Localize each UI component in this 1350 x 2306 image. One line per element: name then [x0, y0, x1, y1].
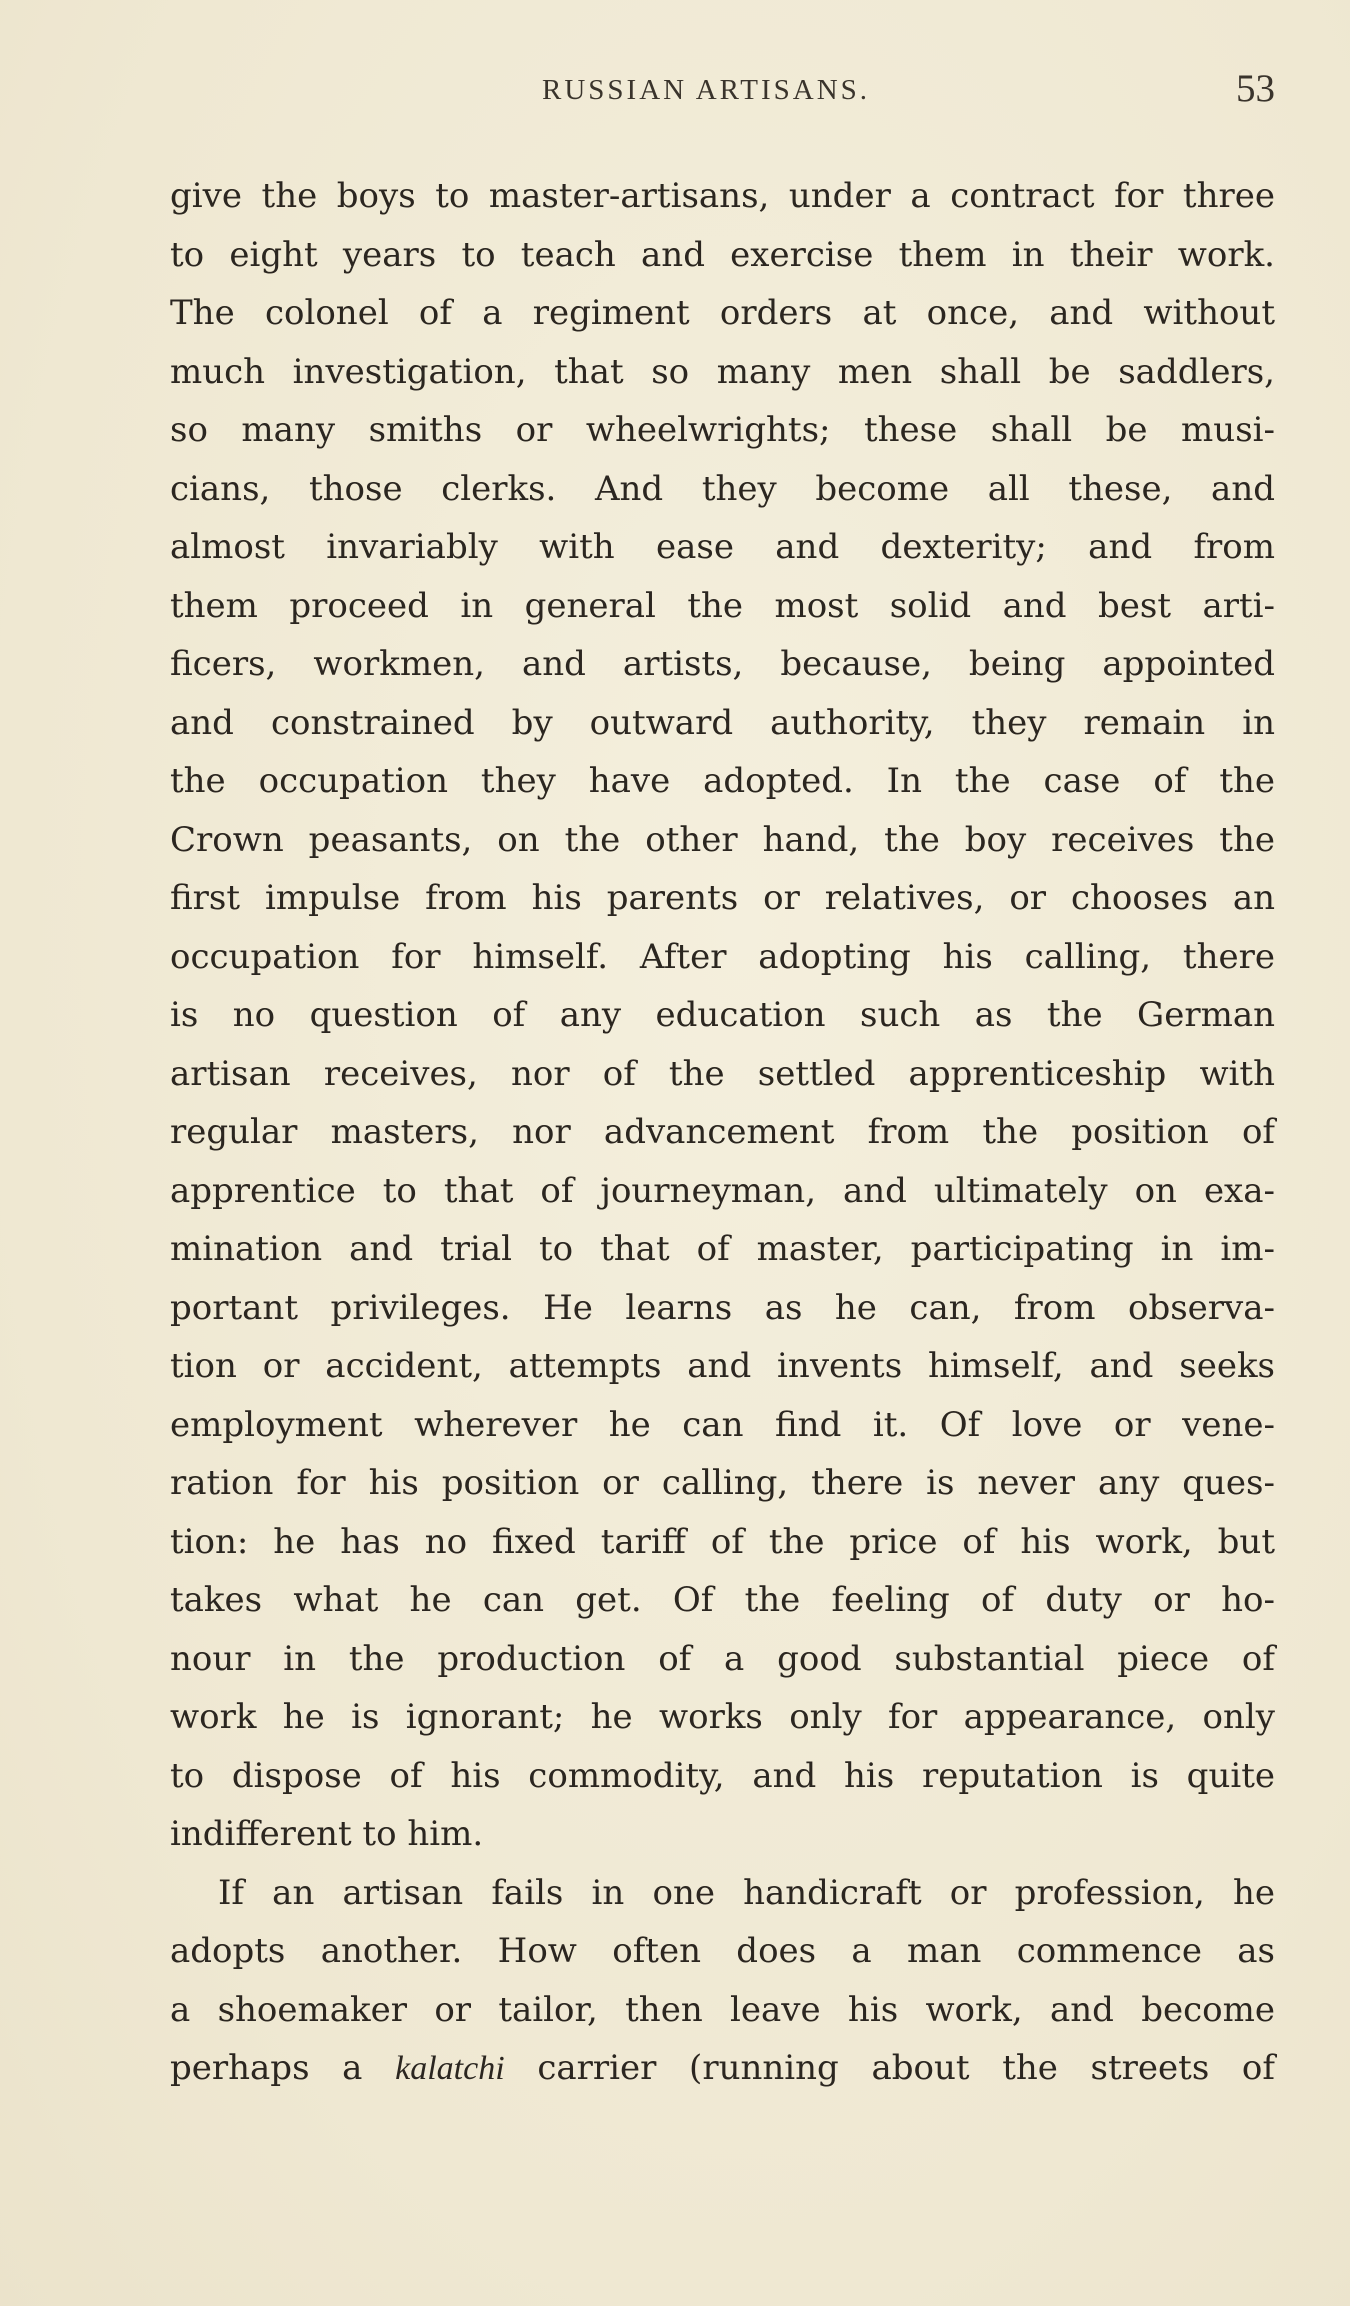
text-line: regular masters, nor advancement from the position of — [170, 1112, 1275, 1152]
text-line: much investigation, that so many men shall be saddlers, — [170, 351, 1275, 392]
text-line: portant privileges. He learns as he can, from observa- — [170, 1287, 1275, 1328]
paragraph-start-line: If an artisan fails in one handicraft or profession, he — [218, 1872, 1275, 1913]
text-line: the occupation they have adopted. In the case of the — [170, 761, 1275, 801]
text-line: mination and trial to that of master, participating in im- — [170, 1229, 1275, 1269]
text-line: to eight years to teach and exercise them in their work. — [170, 234, 1275, 275]
text-line: apprentice to that of journeyman, and ultimately on exa- — [170, 1170, 1275, 1211]
text-line: so many smiths or wheelwrights; these shall be musi- — [170, 410, 1275, 450]
final-line-before: perhaps a — [170, 2048, 396, 2088]
text-line: tion: he has no fixed tariff of the price of his work, but — [170, 1521, 1275, 1562]
text-line: and constrained by outward authority, they remain in — [170, 702, 1275, 743]
body-text — [170, 167, 1275, 2098]
text-line: employment wherever he can find it. Of love or vene- — [170, 1404, 1275, 1445]
text-line: nour in the production of a good substantial piece of — [170, 1638, 1275, 1679]
running-title: RUSSIAN ARTISANS. — [542, 74, 871, 106]
text-line: is no question of any education such as the German — [170, 995, 1275, 1035]
text-line: adopts another. How often does a man commence as — [170, 1931, 1275, 1971]
final-line-after: carrier (running about the streets of — [504, 2048, 1275, 2088]
text-line: first impulse from his parents or relatives, or chooses an — [170, 878, 1275, 918]
text-line: a shoemaker or tailor, then leave his work, and become — [170, 1989, 1275, 2030]
running-head — [170, 66, 1275, 116]
paragraph-end-line: indifferent to him. — [170, 1814, 484, 1854]
text-line: them proceed in general the most solid and best arti- — [170, 585, 1275, 626]
text-line-final — [170, 2039, 1275, 2098]
text-line: ration for his position or calling, there is never any ques- — [170, 1463, 1275, 1503]
page-number: 53 — [1236, 67, 1275, 110]
text-line: artisan receives, nor of the settled apprenticeship with — [170, 1053, 1275, 1094]
text-line: work he is ignorant; he works only for appearance, only — [170, 1697, 1275, 1737]
text-line: cians, those clerks. And they become all these, and — [170, 468, 1275, 509]
text-line: tion or accident, attempts and invents himself, and seeks — [170, 1346, 1275, 1386]
italic-term: kalatchi — [395, 2050, 505, 2087]
text-line: ficers, workmen, and artists, because, being appointed — [170, 644, 1275, 684]
text-line: give the boys to master-artisans, under a contract for three — [170, 176, 1275, 216]
text-line: occupation for himself. After adopting his calling, there — [170, 936, 1275, 977]
text-line: The colonel of a regiment orders at once, and without — [170, 293, 1275, 333]
text-line: to dispose of his commodity, and his reputation is quite — [170, 1755, 1275, 1796]
text-line: Crown peasants, on the other hand, the boy receives the — [170, 819, 1275, 860]
text-line: takes what he can get. Of the feeling of duty or ho- — [170, 1580, 1275, 1620]
text-line: almost invariably with ease and dexterity; and from — [170, 527, 1275, 567]
